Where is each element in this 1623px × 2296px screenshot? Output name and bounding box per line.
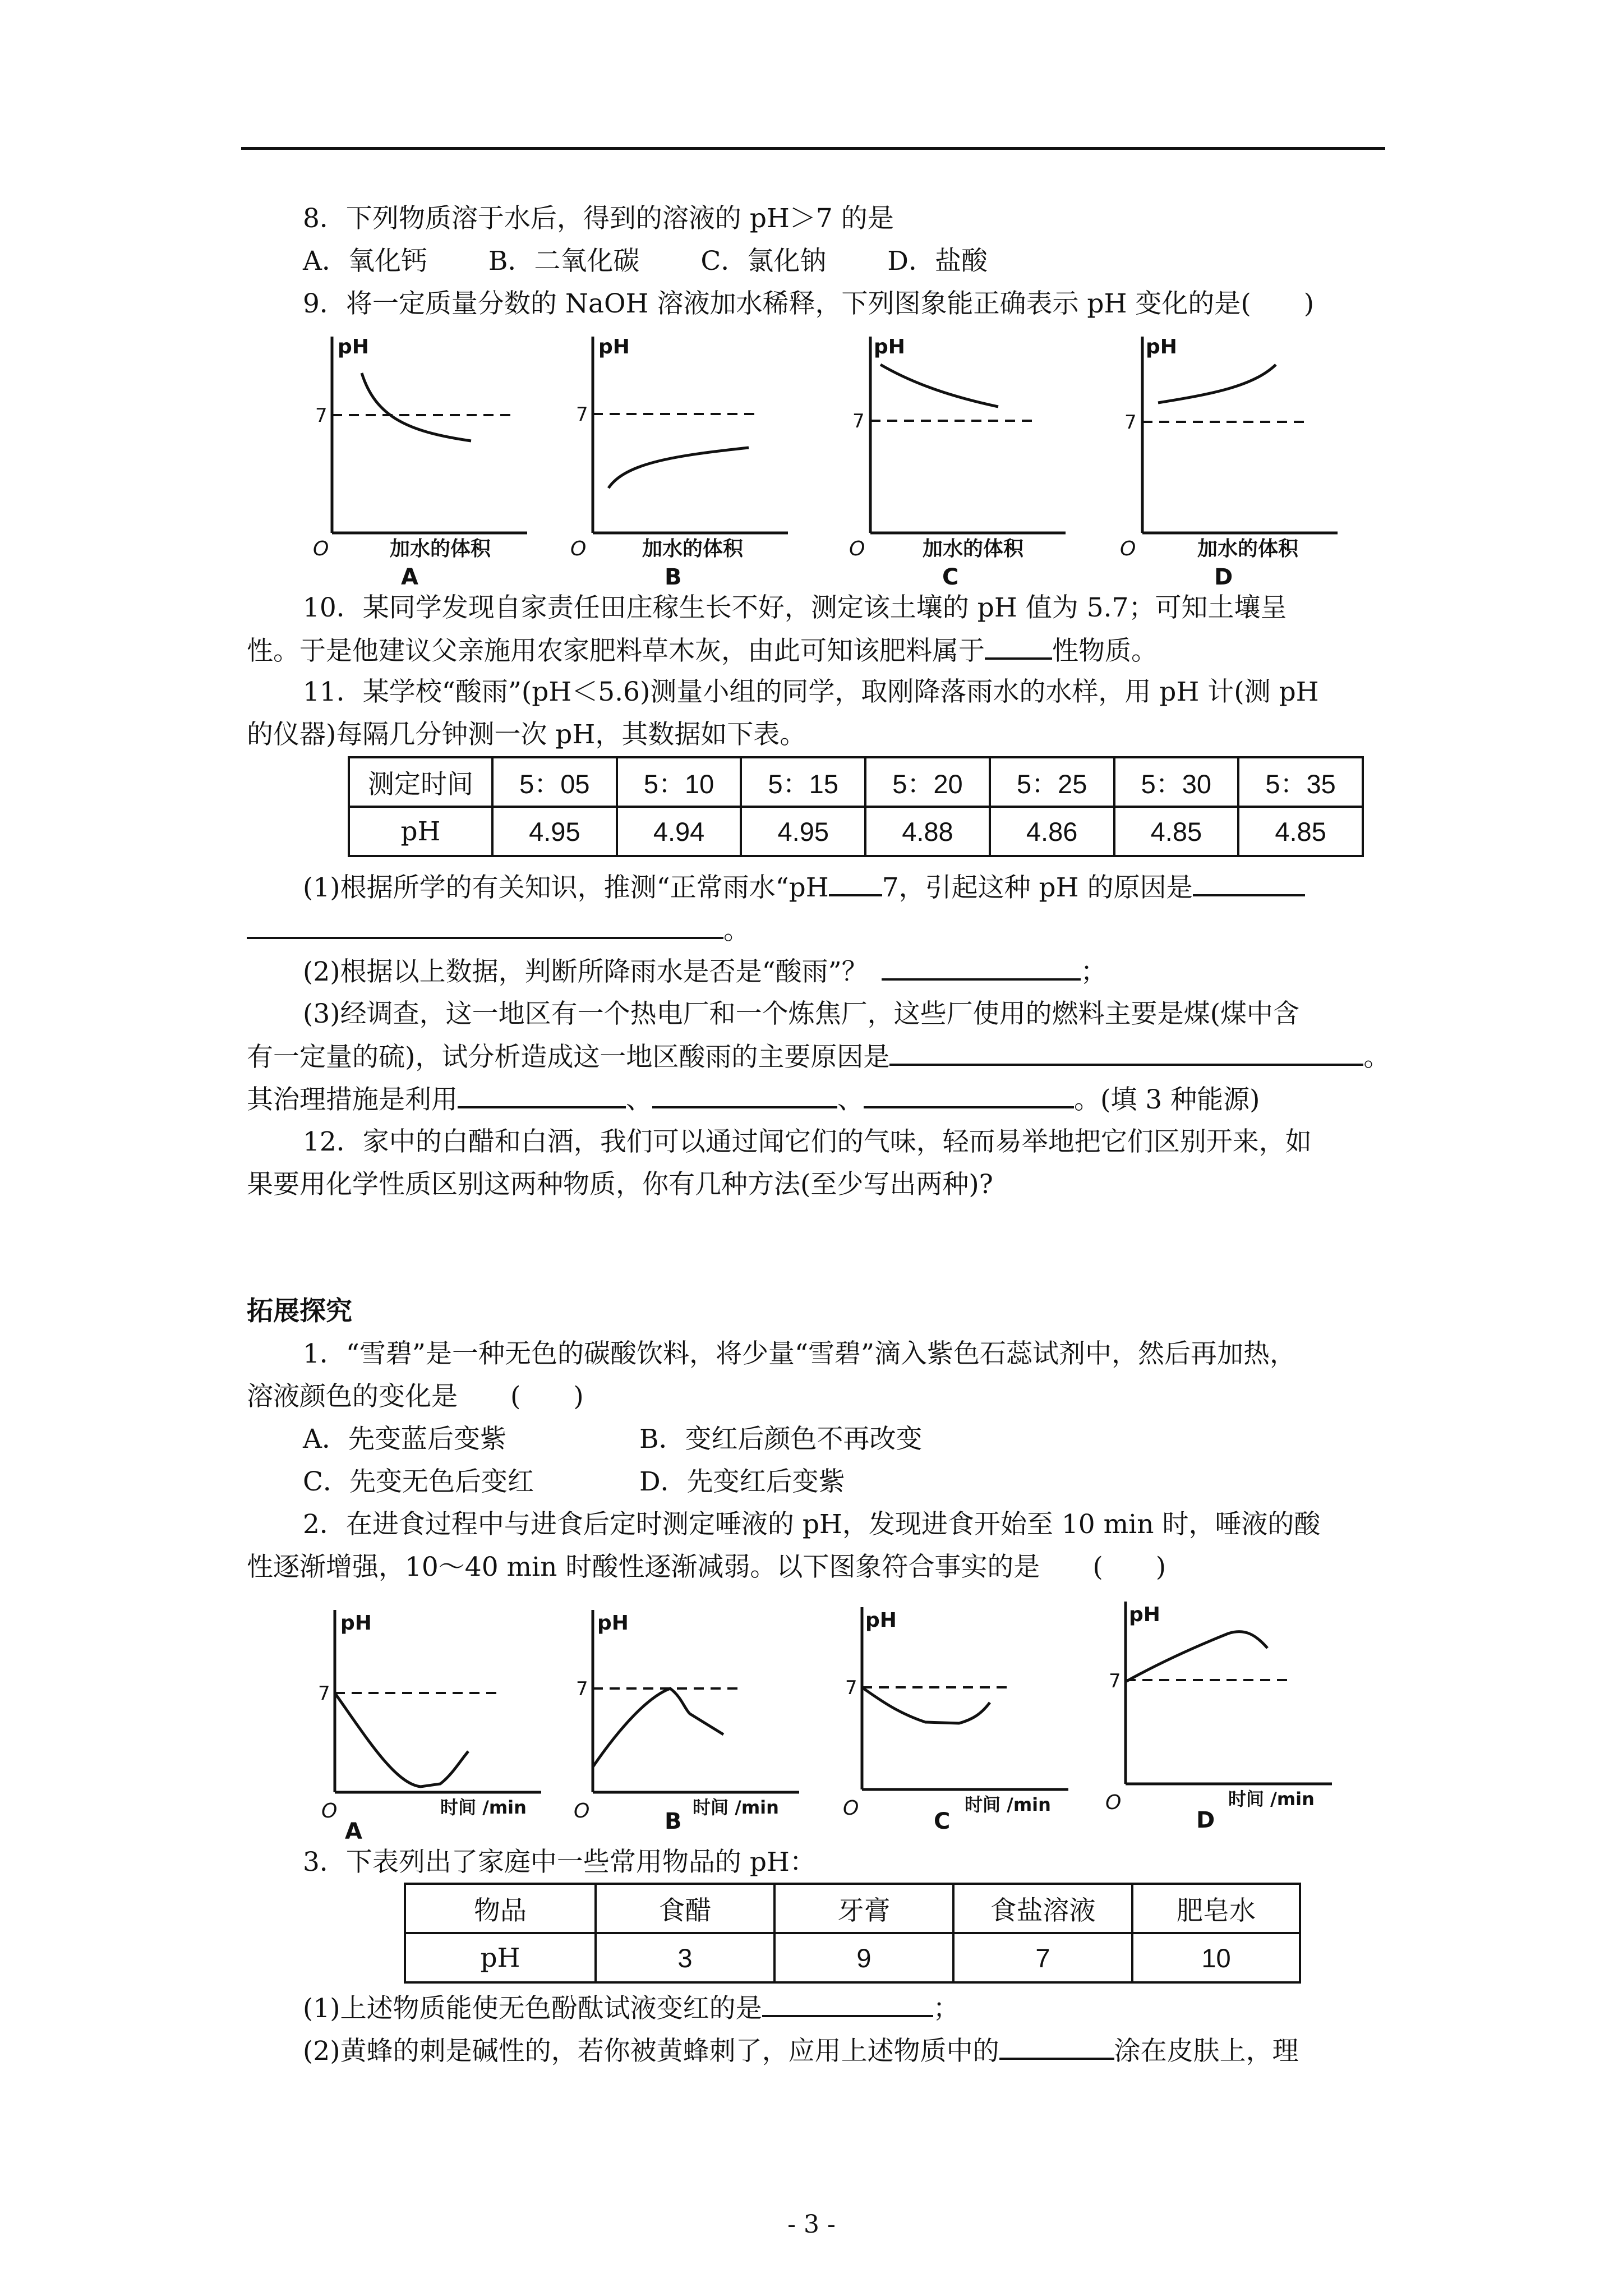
ext-q2-line2: 性逐渐增强，10～40 min 时酸性逐渐减弱。以下图象符合事实的是 ( ) (247, 1552, 1166, 1582)
ref-tick-label: 7 (852, 410, 865, 432)
ext-q3-p2-blank[interactable] (999, 2033, 1114, 2060)
ph-curve (335, 1693, 468, 1787)
q11-p3-blank-energy2[interactable] (652, 1082, 837, 1108)
y-axis-label: pH (865, 1609, 897, 1632)
q11-p3-blank-cause[interactable] (889, 1039, 1363, 1066)
table-cell: 5：30 (1114, 757, 1239, 807)
table-cell: 5：25 (990, 757, 1114, 807)
graph-letter: D (1214, 564, 1233, 590)
table-cell: 食盐溶液 (953, 1884, 1132, 1933)
ext-q3-p1-end: ； (933, 1993, 960, 2024)
q8-options: A．氧化钙 B．二氧化碳 C．氯化钠 D．盐酸 (303, 246, 988, 277)
ext-q1-line2: 溶液颜色的变化是 ( ) (247, 1381, 584, 1412)
x-axis-label: 时间 /min (440, 1797, 527, 1818)
ext-q3-p2-text: (2)黄蜂的刺是碱性的，若你被黄蜂刺了，应用上述物质中的 (303, 2036, 999, 2067)
ph-curve (1126, 1632, 1267, 1682)
ext-q3-p2-end: 涂在皮肤上，理 (1114, 2036, 1299, 2067)
y-axis-label: pH (340, 1612, 372, 1635)
table-cell: pH (405, 1933, 596, 1982)
ext-q1-line1: 1．“雪碧”是一种无色的碳酸饮料，将少量“雪碧”滴入紫色石蕊试剂中，然后再加热， (303, 1338, 1297, 1369)
y-axis-label: pH (338, 335, 369, 358)
ref-tick-label: 7 (845, 1677, 857, 1699)
graph-letter: B (665, 564, 682, 590)
q8-stem: 8．下列物质溶于水后，得到的溶液的 pH＞7 的是 (303, 203, 894, 234)
ext-q3-part1 (303, 1990, 960, 2027)
ext-q2-graph-c (833, 1599, 1096, 1840)
q11-p3-sep1: 、 (626, 1084, 652, 1115)
q11-p3-end: 。 (1363, 1042, 1390, 1073)
graph-letter: A (401, 564, 418, 590)
origin-label: O (849, 537, 865, 560)
page-number: - 3 - (787, 2210, 836, 2239)
q11-p1-text: (1)根据所学的有关知识，推测“正常雨水“pH (303, 872, 829, 903)
y-axis-label: pH (598, 335, 630, 358)
table-cell: 7 (953, 1933, 1132, 1982)
x-axis-label: 加水的体积 (1197, 537, 1299, 560)
q11-p3c-end: 。(填 3 种能源) (1074, 1084, 1260, 1115)
q11-p2-end: ； (1080, 956, 1107, 987)
ref-tick-label: 7 (1109, 1670, 1121, 1692)
table-cell: 5：35 (1238, 757, 1363, 807)
q11-p2-blank[interactable] (882, 954, 1081, 981)
q11-p1-blank-reason-cont[interactable] (247, 912, 723, 939)
q11-part3-line3 (247, 1082, 1260, 1118)
q9-graph-a (303, 331, 550, 590)
x-axis-label: 时间 /min (965, 1794, 1051, 1815)
q9-graph-b (564, 331, 810, 590)
q10-line2-end: 性物质。 (1052, 636, 1158, 666)
ext-q2-line1: 2．在进食过程中与进食后定时测定唾液的 pH，发现进食开始至 10 min 时，唾液的酸 (303, 1509, 1321, 1540)
q11-p1-end: 。 (723, 915, 750, 946)
graph-letter: C (934, 1809, 951, 1834)
ext-q3-part2 (303, 2033, 1299, 2069)
ext-q1-option-b: B．变红后颜色不再改变 (639, 1424, 923, 1455)
graph-letter: B (665, 1809, 682, 1834)
q9-graph-d (1113, 331, 1360, 590)
origin-label: O (1120, 537, 1136, 560)
table-cell: pH (349, 807, 492, 856)
ext-q3-p1-text: (1)上述物质能使无色酚酞试液变红的是 (303, 1993, 762, 2024)
q11-part1-line1 (303, 869, 1305, 906)
table-cell: 5：20 (865, 757, 990, 807)
table-cell: 测定时间 (349, 757, 492, 807)
q11-p1-blank-reason[interactable] (1193, 869, 1305, 896)
origin-label: O (321, 1800, 338, 1823)
q10-line1: 10．某同学发现自家责任田庄稼生长不好，测定该土壤的 pH 值为 5.7；可知土壤呈 (303, 592, 1287, 623)
x-axis-label: 时间 /min (693, 1797, 779, 1818)
graph-letter: C (942, 564, 959, 590)
q11-part2 (303, 954, 1107, 990)
y-axis-label: pH (1129, 1603, 1160, 1626)
table-cell: 物品 (405, 1884, 596, 1933)
table-cell: 10 (1132, 1933, 1300, 1982)
q11-ph-table (348, 756, 1364, 857)
origin-label: O (574, 1800, 590, 1823)
q11-p1-text2: 7，引起这种 pH 的原因是 (882, 872, 1193, 903)
q11-part3-line2 (247, 1039, 1390, 1075)
q11-p3-blank-energy3[interactable] (864, 1082, 1074, 1108)
q11-p3c-text: 其治理措施是利用 (247, 1084, 458, 1115)
table-cell: 5：10 (617, 757, 741, 807)
ref-tick-label: 7 (576, 1678, 588, 1700)
extension-heading: 拓展探究 (247, 1296, 352, 1327)
table-cell: 3 (596, 1933, 774, 1982)
origin-label: O (570, 537, 587, 560)
table-row (405, 1884, 1300, 1933)
table-cell: 4.88 (865, 807, 990, 856)
table-row (349, 757, 1363, 807)
ext-q2-graph-b (564, 1599, 827, 1840)
ph-curve (1158, 365, 1276, 403)
ph-curve (608, 448, 749, 488)
table-cell: 4.95 (741, 807, 865, 856)
table-cell: 4.86 (990, 807, 1114, 856)
q9-graph-c (841, 331, 1088, 590)
q11-line1: 11．某学校“酸雨”(pH＜5.6)测量小组的同学，取刚降落雨水的水样，用 pH 计(测 pH (303, 677, 1319, 707)
q11-p3-blank-energy1[interactable] (458, 1082, 626, 1108)
table-row (405, 1933, 1300, 1982)
table-cell: 4.85 (1238, 807, 1363, 856)
q11-p2-text: (2)根据以上数据，判断所降雨水是否是“酸雨”？ (303, 956, 868, 987)
q10-line2-text: 性。于是他建议父亲施用农家肥料草木灰，由此可知该肥料属于 (247, 636, 985, 666)
x-axis-label: 加水的体积 (390, 537, 491, 560)
ext-q1-option-d: D．先变红后变紫 (639, 1466, 845, 1497)
ext-q2-graph-d (1096, 1599, 1360, 1840)
ref-tick-label: 7 (1124, 411, 1137, 434)
header-rule (241, 147, 1385, 150)
ph-curve (593, 1688, 723, 1767)
graph-letter: D (1196, 1807, 1215, 1833)
ext-q1-option-c: C．先变无色后变红 (303, 1466, 534, 1497)
table-cell: 9 (774, 1933, 953, 1982)
table-cell: 食醋 (596, 1884, 774, 1933)
q12-line1: 12．家中的白醋和白酒，我们可以通过闻它们的气味，轻而易举地把它们区别开来，如 (303, 1126, 1312, 1157)
x-axis-label: 时间 /min (1228, 1788, 1315, 1810)
ext-q2-graph-a (306, 1599, 569, 1844)
table-cell: 5：05 (492, 757, 617, 807)
table-cell: 5：15 (741, 757, 865, 807)
y-axis-label: pH (874, 335, 905, 358)
q11-p1-blank-compare[interactable] (829, 869, 882, 896)
table-cell: 4.95 (492, 807, 617, 856)
ext-q3-ph-table (404, 1883, 1301, 1984)
ext-q3-stem: 3．下表列出了家庭中一些常用物品的 pH： (303, 1847, 816, 1878)
ref-tick-label: 7 (576, 403, 588, 426)
y-axis-label: pH (597, 1612, 629, 1635)
q12-line2: 果要用化学性质区别这两种物质，你有几种方法(至少写出两种)? (247, 1169, 993, 1200)
ph-curve (362, 373, 471, 441)
table-cell: 4.85 (1114, 807, 1239, 856)
graph-letter: A (345, 1819, 362, 1844)
ref-tick-label: 7 (315, 404, 328, 427)
table-row (349, 807, 1363, 856)
origin-label: O (843, 1797, 859, 1820)
q11-p3-text: 有一定量的硫)，试分析造成这一地区酸雨的主要原因是 (247, 1042, 890, 1073)
table-cell: 4.94 (617, 807, 741, 856)
q10-blank[interactable] (985, 633, 1052, 660)
y-axis-label: pH (1146, 335, 1177, 358)
q11-line2: 的仪器)每隔几分钟测一次 pH，其数据如下表。 (247, 719, 806, 750)
ph-curve (880, 365, 998, 407)
table-cell: 牙膏 (774, 1884, 953, 1933)
x-axis-label: 加水的体积 (642, 537, 744, 560)
q11-p3-sep2: 、 (837, 1084, 864, 1115)
q9-stem: 9．将一定质量分数的 NaOH 溶液加水稀释，下列图象能正确表示 pH 变化的是( ) (303, 288, 1315, 319)
table-cell: 肥皂水 (1132, 1884, 1300, 1933)
q10-line2 (247, 633, 1158, 669)
q11-part1-line2 (247, 912, 750, 949)
x-axis-label: 加水的体积 (923, 537, 1024, 560)
origin-label: O (313, 537, 329, 560)
q11-part3-line1: (3)经调查，这一地区有一个热电厂和一个炼焦厂，这些厂使用的燃料主要是煤(煤中含 (303, 999, 1299, 1029)
ph-curve (862, 1687, 990, 1723)
origin-label: O (1105, 1791, 1122, 1814)
ref-tick-label: 7 (318, 1682, 330, 1705)
ext-q1-option-a: A．先变蓝后变紫 (303, 1424, 506, 1455)
ext-q3-p1-blank[interactable] (762, 1990, 933, 2017)
